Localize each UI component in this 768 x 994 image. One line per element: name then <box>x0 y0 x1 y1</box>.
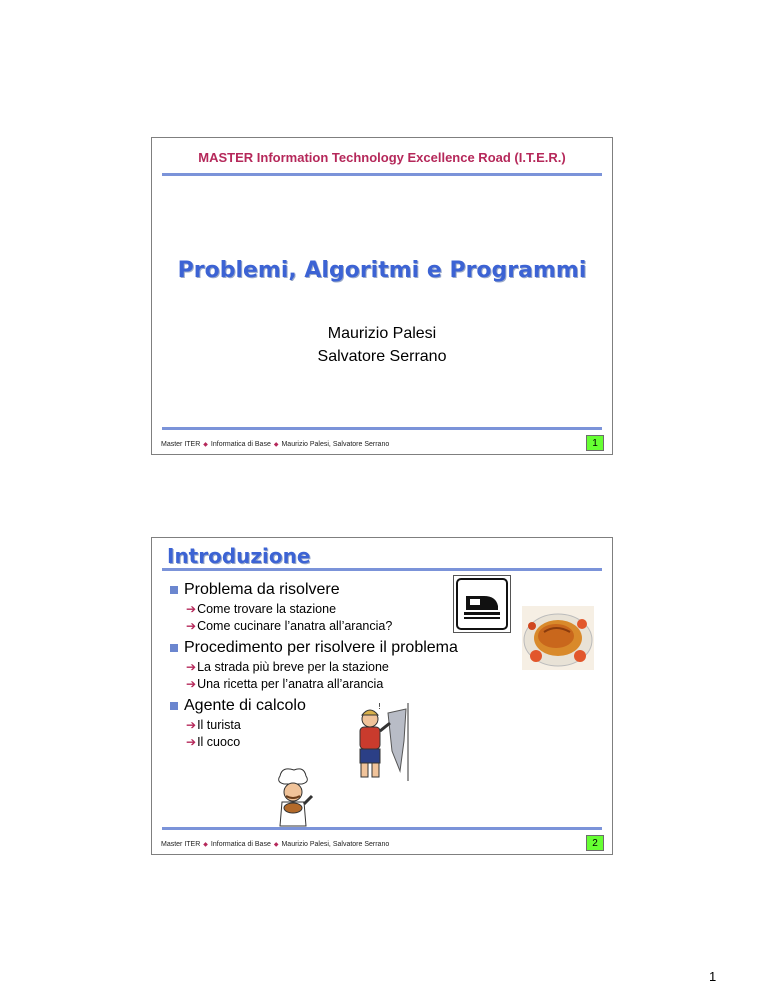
bullet-item <box>170 638 530 658</box>
sub-bullet-item <box>170 658 530 675</box>
sheet-page-number: 1 <box>709 969 717 984</box>
slide-footer <box>161 441 389 448</box>
sub-bullet-text: La strada più breve per la stazione <box>197 659 389 674</box>
duck-orange-dish-icon <box>522 606 594 670</box>
arrow-right-icon: ➔ <box>186 618 197 633</box>
author-2: Salvatore Serrano <box>317 348 447 365</box>
bullet-diamond-icon: ◆ <box>203 442 208 448</box>
slide-title: Problemi, Algoritmi e Programmi <box>177 258 587 283</box>
square-bullet-icon <box>170 702 178 710</box>
tourist-icon <box>348 701 418 783</box>
footer-rule <box>162 827 602 830</box>
arrow-right-icon: ➔ <box>186 734 197 749</box>
arrow-right-icon: ➔ <box>186 601 197 616</box>
slide-footer <box>161 841 389 848</box>
slide-number: 1 <box>586 435 604 451</box>
slide-number: 2 <box>586 835 604 851</box>
bullet-text: Problema da risolvere <box>184 581 340 598</box>
title-rule <box>162 568 602 571</box>
footer-subject: Informatica di Base <box>210 841 271 848</box>
footer-authors: Maurizio Palesi, Salvatore Serrano <box>281 841 390 848</box>
sub-bullet-text: Come trovare la stazione <box>197 601 337 616</box>
master-header: MASTER Information Technology Excellence Road (I.T.E.R.) <box>198 150 566 165</box>
authors <box>152 322 612 368</box>
chef-icon <box>268 766 318 829</box>
footer-course: Master ITER <box>161 441 201 448</box>
slide-title: Introduzione <box>167 544 311 568</box>
train-station-icon <box>453 575 511 633</box>
svg-text:!: ! <box>378 702 382 711</box>
bullet-text: Procedimento per risolvere il problema <box>184 639 458 656</box>
bullet-text: Agente di calcolo <box>184 697 306 714</box>
slide-1 <box>151 137 613 455</box>
arrow-right-icon: ➔ <box>186 659 197 674</box>
footer-authors: Maurizio Palesi, Salvatore Serrano <box>281 441 390 448</box>
slide-2 <box>151 537 613 855</box>
footer-subject: Informatica di Base <box>210 441 271 448</box>
arrow-right-icon: ➔ <box>186 717 197 732</box>
sub-bullet-text: Il cuoco <box>197 734 241 749</box>
bullet-diamond-icon: ◆ <box>203 842 208 848</box>
square-bullet-icon <box>170 644 178 652</box>
sub-bullet-text: Come cucinare l’anatra all’arancia? <box>197 618 393 633</box>
sub-bullet-text: Una ricetta per l’anatra all’arancia <box>197 676 384 691</box>
bullet-diamond-icon: ◆ <box>273 842 279 848</box>
arrow-right-icon: ➔ <box>186 676 197 691</box>
author-1: Maurizio Palesi <box>327 325 437 342</box>
bullet-diamond-icon: ◆ <box>273 442 279 448</box>
square-bullet-icon <box>170 586 178 594</box>
footer-course: Master ITER <box>161 841 201 848</box>
header-rule <box>162 173 602 176</box>
sub-bullet-item <box>170 675 530 692</box>
footer-rule <box>162 427 602 430</box>
sub-bullet-text: Il turista <box>197 717 241 732</box>
